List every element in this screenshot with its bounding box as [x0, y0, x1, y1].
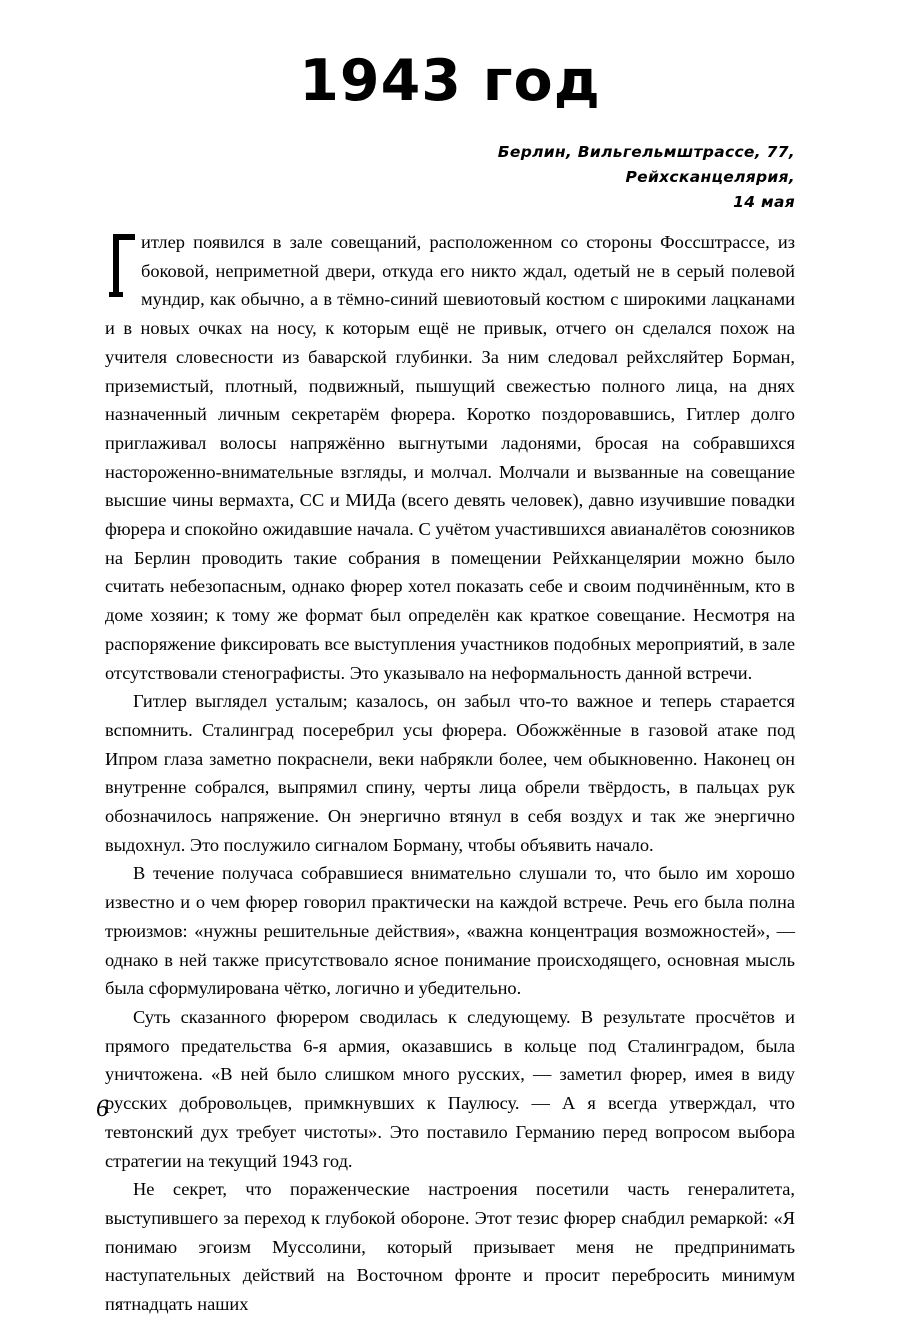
- dateline-line-1: Берлин, Вильгельмштрассе, 77,: [497, 143, 795, 161]
- paragraph-3: В течение получаса собравшиеся внимательно слушали то, что было им хорошо известно и о чем фюрер говорил практически на каждой встрече. Речь его была полна трюизмов: «нужны решительные действия», «важна концентрация возможностей», — однако в ней также присутствовало ясное понимание происходящего, основная мысль была сформулирована чётко, логично и убедительно.: [105, 863, 795, 999]
- paragraph-1-text: итлер появился в зале совещаний, расположенном со стороны Фоссштрассе, из боковой, неприметной двери, откуда его никто ждал, одетый не в серый полевой мундир, как обычно, а в тёмно-синий шевиотовый костюм с широкими лацканами и в новых очках на носу, к которым ещё не привык, отчего он сделался похож на учителя словесности из баварской глубинки. За ним следовал рейхсляйтер Борман, приземистый, плотный, подвижный, пышущий свежестью полного лица, на днях назначенный личным секретарём фюрера. Коротко поздоровавшись, Гитлер долго приглаживал волосы напряжённо выгнутыми ладонями, бросая на собравшихся настороженно-внимательные взгляды, и молчал. Молчали и вызванные на совещание высшие чины вермахта, СС и МИДа (всего девять человек), давно изучившие повадки фюрера и спокойно ожидавшие начала. С учётом участившихся авианалётов союзников на Берлин проводить такие собрания в помещении Рейхканцелярии можно было считать небезопасным, однако фюрер хотел показать себе и своим подчинённым, кто в доме хозяин; к тому же формат был определён как краткое совещание. Несмотря на распоряжение фиксировать все выступления участников подобных мероприятий, в зале отсутствовали стенографисты. Это указывало на неформальность данной встречи.: [105, 232, 795, 683]
- dateline-line-3: 14 мая: [733, 193, 795, 211]
- paragraph-4: Суть сказанного фюрером сводилась к следующему. В результате просчётов и прямого предательства 6-я армия, оказавшись в кольце под Сталинградом, была уничтожена. «В ней было слишком много русских, — заметил фюрер, имея в виду русских добровольцев, примкнувших к Паулюсу. — А я всегда утверждал, что тевтонский дух требует чистоты». Это поставило Германию перед вопросом выбора стратегии на текущий 1943 год.: [105, 1006, 795, 1171]
- page-number: 6: [96, 1095, 109, 1122]
- paragraph-1: [105, 228, 795, 687]
- body-text-block: [105, 228, 795, 1319]
- dateline-line-2: Рейхсканцелярия,: [625, 168, 795, 186]
- paragraph-5: Не секрет, что пораженческие настроения посетили часть генералитета, выступившего за переход к глубокой обороне. Этот тезис фюрер снабдил ремаркой: «Я понимаю эгоизм Муссолини, который призывает меня не предпринимать наступательных действий на Восточном фронте и просит перебросить минимум пятнадцать наших: [105, 1179, 795, 1315]
- page-title: 1943 год: [299, 48, 601, 115]
- drop-cap-bar: [113, 234, 135, 240]
- drop-cap-stem: [113, 234, 119, 297]
- drop-cap-foot: [109, 292, 123, 297]
- dateline-block: [375, 140, 795, 215]
- drop-cap-letter: [105, 234, 135, 297]
- paragraph-2: Гитлер выглядел усталым; казалось, он забыл что-то важное и теперь старается вспомнить. Сталинград посеребрил усы фюрера. Обожжённые в газовой атаке под Ипром глаза заметно покраснели, веки набрякли более, чем обыкновенно. Наконец он внутренне собрался, выпрямил спину, черты лица обрели твёрдость, в пальцах рук обозначилось напряжение. Он энергично втянул в себя воздух и так же энергично выдохнул. Это послужило сигналом Борману, чтобы объявить начало.: [105, 691, 795, 855]
